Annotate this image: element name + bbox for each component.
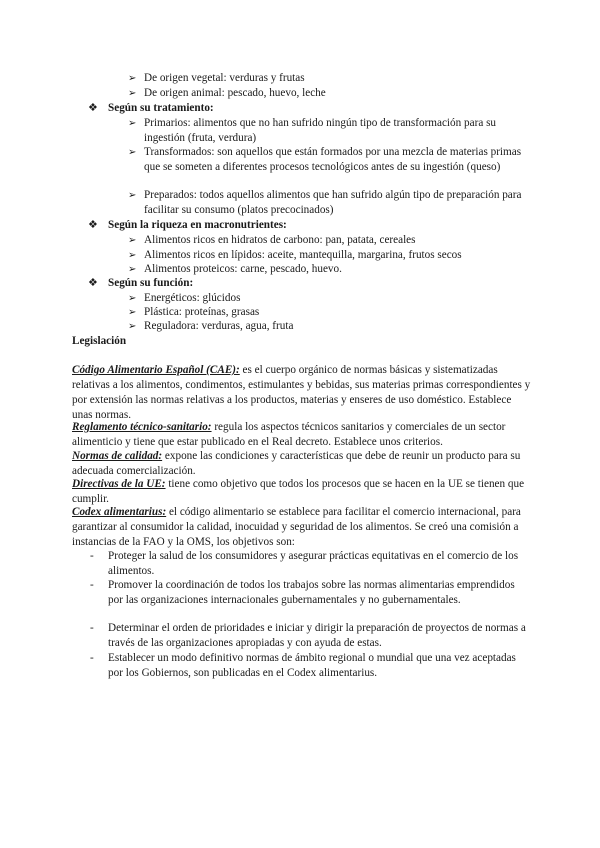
dash-bullet-icon: -	[90, 652, 94, 664]
term-label: Normas de calidad:	[72, 450, 163, 462]
arrow-bullet-icon: ➢	[128, 147, 137, 158]
section-heading-legislacion: Legislación	[72, 335, 127, 347]
section-heading-funcion	[88, 276, 193, 291]
term-label: Reglamento técnico-sanitario:	[72, 421, 212, 433]
list-item	[128, 188, 528, 218]
section-heading-riqueza	[88, 218, 287, 233]
list-item-text: Preparados: todos aquellos alimentos que han sufrido algún tipo de preparación para facilitar su consumo (platos precocinados)	[144, 189, 522, 216]
term-label: Directivas de la UE:	[72, 478, 166, 490]
arrow-bullet-icon: ➢	[128, 190, 137, 201]
paragraph-text: expone las condiciones y características que debe de reunir un producto para su adecuada comercialización.	[72, 450, 521, 477]
list-item	[90, 578, 530, 608]
list-item	[128, 262, 528, 277]
paragraph-codex	[72, 505, 532, 550]
list-item-text: Transformados: son aquellos que están formados por una mezcla de materias primas que se someten a diferentes procesos tecnológicos antes de su ingestión (queso)	[144, 146, 522, 173]
paragraph-reglamento	[72, 420, 532, 450]
dash-bullet-icon: -	[90, 622, 94, 634]
paragraph-text: regula los aspectos técnicos sanitarios y comerciales de un sector alimenticio y tiene que estar publicado en el Real decreto. Establece unos criterios.	[72, 421, 506, 448]
list-item	[128, 116, 528, 146]
list-item	[128, 248, 528, 263]
paragraph-cae	[72, 363, 532, 423]
list-item	[90, 651, 530, 681]
list-item	[128, 145, 528, 175]
arrow-bullet-icon: ➢	[128, 307, 137, 318]
term-label: Código Alimentario Español (CAE):	[72, 364, 240, 376]
list-item-text: Plástica: proteínas, grasas	[144, 306, 260, 318]
heading-text: Según su función:	[108, 277, 194, 289]
paragraph-directivas	[72, 477, 532, 507]
paragraph-text: es el cuerpo orgánico de normas básicas y sistematizadas relativas a los alimentos, condimentos, estimulantes y bebidas, sus materias primas correspondientes y por extensión las normas relativas a los productos, materias y enseres de uso doméstico. Establece unas normas.	[72, 364, 531, 421]
arrow-bullet-icon: ➢	[128, 235, 137, 246]
list-item	[128, 319, 528, 334]
list-item	[128, 291, 528, 306]
list-item-text: Primarios: alimentos que no han sufrido ningún tipo de transformación para su ingestión (fruta, verdura)	[144, 117, 497, 144]
list-item-text: Alimentos proteicos: carne, pescado, huevo.	[144, 263, 342, 275]
list-item	[90, 549, 530, 579]
list-item-text: De origen animal: pescado, huevo, leche	[144, 87, 326, 99]
list-item-text: Proteger la salud de los consumidores y asegurar prácticas equitativas en el comercio de los alimentos.	[108, 550, 519, 577]
list-item	[128, 233, 528, 248]
list-item-text: Alimentos ricos en lípidos: aceite, mantequilla, margarina, frutos secos	[144, 249, 462, 261]
paragraph-text: el código alimentario se establece para facilitar el comercio internacional, para garantizar al consumidor la calidad, inocuidad y seguridad de los alimentos. Se creó una comisión a instancias de la FAO y la OMS, los objetivos son:	[72, 506, 521, 548]
term-label: Codex alimentarius:	[72, 506, 167, 518]
paragraph-text: tiene como objetivo que todos los procesos que se hacen en la UE se tienen que cumplir.	[72, 478, 525, 505]
dash-bullet-icon: -	[90, 579, 94, 591]
arrow-bullet-icon: ➢	[128, 264, 137, 275]
list-item	[90, 621, 530, 651]
arrow-bullet-icon: ➢	[128, 118, 137, 129]
diamond-bullet-icon: ❖	[88, 219, 98, 231]
heading-text: Según su tratamiento:	[108, 102, 214, 114]
heading-text: Según la riqueza en macronutrientes:	[108, 219, 287, 231]
arrow-bullet-icon: ➢	[128, 293, 137, 304]
arrow-bullet-icon: ➢	[128, 250, 137, 261]
arrow-bullet-icon: ➢	[128, 88, 137, 99]
list-item	[128, 86, 528, 101]
list-item	[128, 71, 528, 86]
list-item-text: Reguladora: verduras, agua, fruta	[144, 320, 294, 332]
section-heading-tratamiento	[88, 101, 214, 116]
arrow-bullet-icon: ➢	[128, 321, 137, 332]
list-item-text: De origen vegetal: verduras y frutas	[144, 72, 305, 84]
diamond-bullet-icon: ❖	[88, 277, 98, 289]
list-item-text: Energéticos: glúcidos	[144, 292, 241, 304]
list-item	[128, 305, 528, 320]
diamond-bullet-icon: ❖	[88, 102, 98, 114]
list-item-text: Alimentos ricos en hidratos de carbono: pan, patata, cereales	[144, 234, 416, 246]
list-item-text: Establecer un modo definitivo normas de ámbito regional o mundial que una vez aceptadas por los Gobiernos, son publicadas en el Codex alimentarius.	[108, 652, 516, 679]
arrow-bullet-icon: ➢	[128, 73, 137, 84]
list-item-text: Promover la coordinación de todos los trabajos sobre las normas alimentarias emprendidos por las organizaciones internacionales gubernamentales y no gubernamentales.	[108, 579, 515, 606]
list-item-text: Determinar el orden de prioridades e iniciar y dirigir la preparación de proyectos de normas a través de las organizaciones apropiadas y con ayuda de estas.	[108, 622, 526, 649]
dash-bullet-icon: -	[90, 550, 94, 562]
paragraph-normas	[72, 449, 532, 479]
